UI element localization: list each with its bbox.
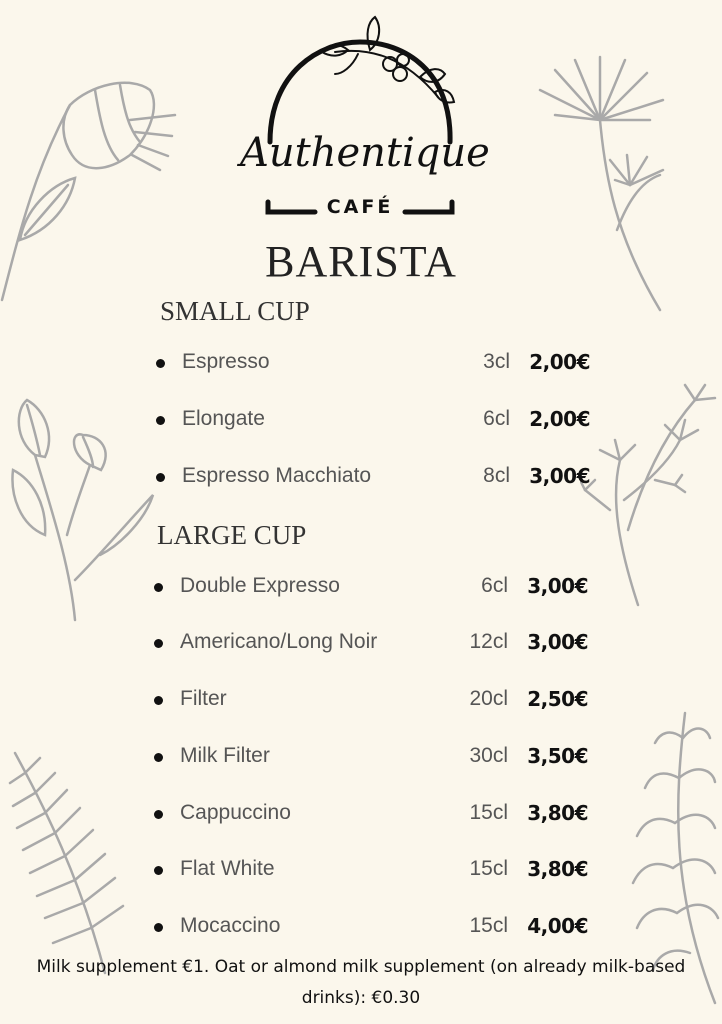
item-name: Elongate — [182, 407, 265, 430]
item-price: 3,50€ — [527, 744, 588, 768]
bullet-icon — [154, 696, 163, 705]
bullet-icon — [154, 866, 163, 875]
section-title-small-cup: SMALL CUP — [160, 296, 310, 326]
item-price: 3,80€ — [527, 801, 588, 825]
item-price: 4,00€ — [527, 914, 588, 938]
item-name: Espresso Macchiato — [182, 464, 372, 487]
menu-item — [150, 348, 590, 378]
item-name: Double Expresso — [180, 574, 340, 597]
brand-name: Authentique — [240, 130, 490, 176]
bullet-icon — [154, 753, 163, 762]
item-size: 15cl — [469, 801, 508, 824]
menu-title: BARISTA — [265, 237, 457, 286]
bullet-icon — [156, 473, 165, 482]
item-size: 30cl — [469, 744, 508, 767]
menu-item — [148, 912, 588, 942]
bullet-icon — [156, 359, 165, 368]
item-size: 12cl — [469, 630, 508, 653]
menu-item — [148, 628, 588, 658]
item-price: 2,00€ — [529, 407, 590, 431]
item-price: 3,80€ — [527, 857, 588, 881]
item-name: Flat White — [180, 857, 275, 880]
wildflower-icon — [580, 380, 720, 610]
bullet-icon — [154, 639, 163, 648]
item-name: Mocaccino — [180, 914, 281, 937]
item-size: 3cl — [483, 350, 510, 373]
item-name: Espresso — [182, 350, 270, 373]
tulip-bud-icon — [5, 395, 165, 625]
bullet-icon — [156, 416, 165, 425]
item-size: 8cl — [483, 464, 510, 487]
item-size: 15cl — [469, 857, 508, 880]
item-name: Cappuccino — [180, 801, 291, 824]
item-size: 6cl — [481, 574, 508, 597]
item-price: 2,00€ — [529, 350, 590, 374]
item-price: 3,00€ — [529, 464, 590, 488]
bullet-icon — [154, 810, 163, 819]
item-name: Milk Filter — [180, 744, 270, 767]
cafe-logo — [240, 12, 490, 222]
menu-item — [148, 799, 588, 829]
bullet-icon — [154, 923, 163, 932]
menu-item — [148, 742, 588, 772]
section-title-large-cup: LARGE CUP — [157, 520, 307, 550]
item-price: 2,50€ — [527, 687, 588, 711]
menu-item — [148, 685, 588, 715]
menu-item — [148, 855, 588, 885]
item-size: 20cl — [469, 687, 508, 710]
item-size: 15cl — [469, 914, 508, 937]
bullet-icon — [154, 583, 163, 592]
olive-branch-icon — [322, 17, 454, 103]
milk-supplement-note: Milk supplement €1. Oat or almond milk supplement (on already milk-based drinks): €0.30 — [36, 957, 686, 1008]
item-name: Filter — [180, 687, 227, 710]
item-price: 3,00€ — [527, 574, 588, 598]
fern-icon — [5, 748, 145, 978]
item-name: Americano/Long Noir — [180, 630, 378, 653]
item-price: 3,00€ — [527, 630, 588, 654]
brand-subtitle: CAFÉ — [326, 196, 394, 218]
menu-item — [148, 572, 588, 602]
menu-item — [150, 405, 590, 435]
menu-item — [150, 462, 590, 492]
item-size: 6cl — [483, 407, 510, 430]
